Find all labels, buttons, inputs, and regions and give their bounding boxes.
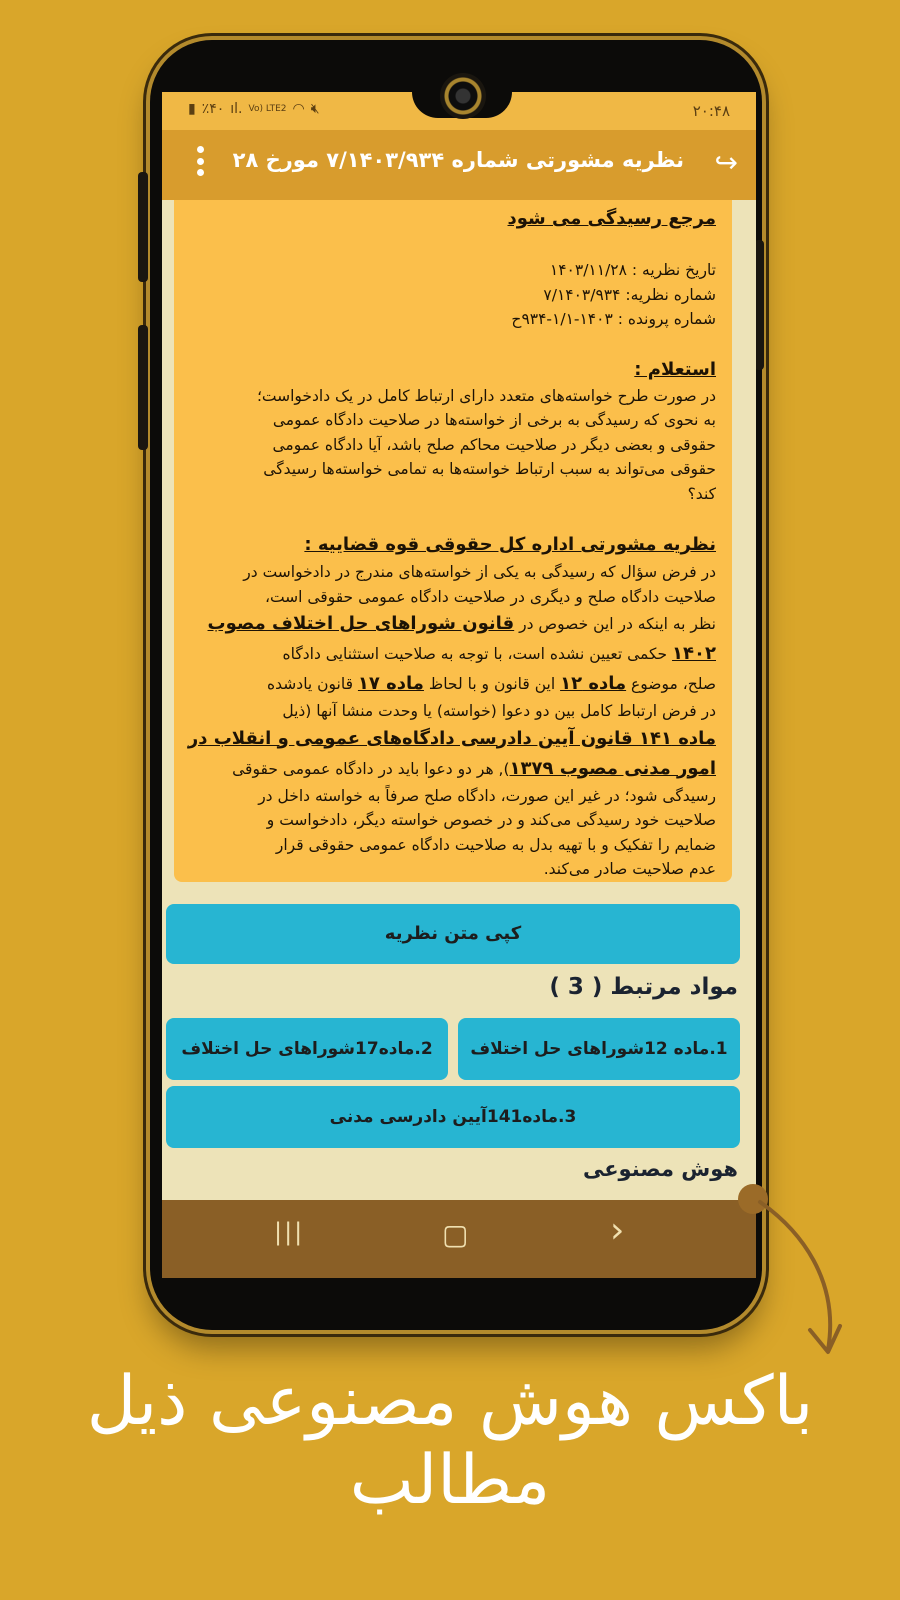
related-articles-title: مواد مرتبط ( 3 ) [549, 974, 738, 1000]
article-12-link[interactable]: ماده ۱۲ [560, 673, 627, 694]
app-bar [162, 130, 756, 200]
nav-back-icon[interactable]: › [610, 1210, 625, 1251]
pointer-arrow-icon [740, 1190, 850, 1370]
back-arrow-icon[interactable]: ↪ [714, 146, 738, 179]
front-camera [440, 73, 486, 119]
opinion-line: صلاحیت خود رسیدگی می‌کند و در خصوص خواسته دیگر، دادخواست و [266, 811, 716, 829]
battery-icon: ▮ [188, 101, 196, 117]
phone-side-button-bottom [138, 325, 148, 450]
inquiry-line: در صورت طرح خواسته‌های متعدد دارای ارتباط کامل در یک دادخواست؛ [256, 386, 716, 405]
inquiry-heading: استعلام : [634, 358, 716, 380]
opinion-text: صلح، موضوع [626, 675, 716, 693]
ai-section-title: هوش مصنوعی [582, 1157, 738, 1181]
opinion-line: در فرض ارتباط کامل بین دو دعوا (خواسته) یا وحدت منشا آنها (ذیل [282, 702, 716, 720]
copy-opinion-button[interactable]: کپی متن نظریه [166, 904, 740, 964]
opinion-text: ), هر دو دعوا باید در دادگاه عمومی حقوقی [232, 759, 510, 778]
home-icon[interactable]: ▢ [442, 1218, 469, 1251]
opinion-line: عدم صلاحیت صادر می‌کند. [543, 860, 716, 878]
opinion-text: قانون یادشده [267, 675, 358, 693]
opinion-line: در فرض سؤال که رسیدگی به یکی از خواسته‌های مندرج در دادخواست در [243, 563, 716, 581]
inquiry-line: حقوقی می‌تواند به سبب ارتباط خواسته‌ها به تمامی خواسته‌ها رسیدگی [263, 460, 716, 478]
opinion-line [174, 754, 716, 784]
opinion-line: رسیدگی شود؛ در غیر این صورت، دادگاه صلح صرفاً به خواسته داخل در [258, 786, 716, 805]
related-article-button-2[interactable]: 2.ماده17شوراهای حل اختلاف [166, 1018, 448, 1080]
article-141-link[interactable]: ماده ۱۴۱ قانون آیین دادرسی دادگاه‌های عمومی و انقلاب در [187, 727, 716, 749]
top-heading: مرجع رسیدگی می شود [507, 208, 716, 229]
status-time: ۲۰:۴۸ [692, 102, 730, 120]
inquiry-line: کند؟ [687, 484, 716, 503]
promo-caption: باکس هوش مصنوعی ذیل مطالب [86, 1362, 814, 1520]
opinion-date: تاریخ نظریه : ۱۴۰۳/۱۱/۲۸ [549, 261, 716, 279]
opinion-text: نظر به اینکه در این خصوص در [514, 615, 716, 633]
opinion-text: این قانون و با لحاظ [423, 675, 561, 693]
opinion-heading: نظریه مشورتی اداره کل حقوقی قوه قضاییه : [304, 534, 716, 555]
system-nav-bar [162, 1200, 756, 1278]
wifi-icon: ◠ [292, 101, 305, 117]
status-icons [188, 101, 320, 117]
opinion-line [174, 639, 716, 669]
opinion-number: شماره نظریه: ۷/۱۴۰۳/۹۳۴ [543, 285, 716, 304]
related-article-button-3[interactable]: 3.ماده141آیین دادرسی مدنی [166, 1086, 740, 1148]
page-title: نظریه مشورتی شماره ۷/۱۴۰۳/۹۳۴ مورخ ۲۸ [232, 148, 684, 172]
inquiry-line: به نحوی که رسیدگی به برخی از خواسته‌ها در صلاحیت دادگاه عمومی [272, 411, 716, 429]
opinion-line: ضمایم را تفکیک و با تهیه بدل به صلاحیت دادگاه عمومی حقوقی قرار [275, 835, 716, 854]
mute-icon: 🔇︎ [310, 101, 320, 117]
inquiry-line: حقوقی و بعضی دیگر در صلاحیت محاکم صلح باشد، آیا دادگاه عمومی [272, 435, 716, 454]
phone-screen [162, 92, 756, 1278]
opinion-text-card [174, 200, 732, 882]
law-year-link[interactable]: ۱۴۰۲ [672, 643, 716, 664]
opinion-line [174, 669, 716, 699]
law-link[interactable]: قانون شوراهای حل اختلاف مصوب [207, 613, 515, 634]
related-article-button-1[interactable]: 1.ماده 12شوراهای حل اختلاف [458, 1018, 740, 1080]
phone-side-button-top [138, 172, 148, 282]
file-number: شماره پرونده : ۱۴۰۳-۱/۱-۹۳۴ح [511, 310, 716, 328]
battery-level: ٪۴۰ [201, 101, 225, 117]
opinion-line: صلاحیت دادگاه صلح و دیگری در صلاحیت دادگاه عمومی حقوقی است، [264, 587, 716, 606]
civil-procedure-link[interactable]: امور مدنی مصوب ۱۳۷۹ [509, 757, 716, 779]
recents-icon[interactable]: ||| [274, 1218, 305, 1246]
more-vertical-icon[interactable] [194, 146, 206, 176]
article-17-link[interactable]: ماده ۱۷ [357, 673, 424, 694]
opinion-line [174, 609, 716, 639]
signal-icon: ıl. [230, 101, 243, 117]
lte-label: Vo) LTE2 [248, 104, 287, 114]
opinion-text: حکمی تعیین نشده است، با توجه به صلاحیت استثنایی دادگاه [282, 645, 673, 663]
